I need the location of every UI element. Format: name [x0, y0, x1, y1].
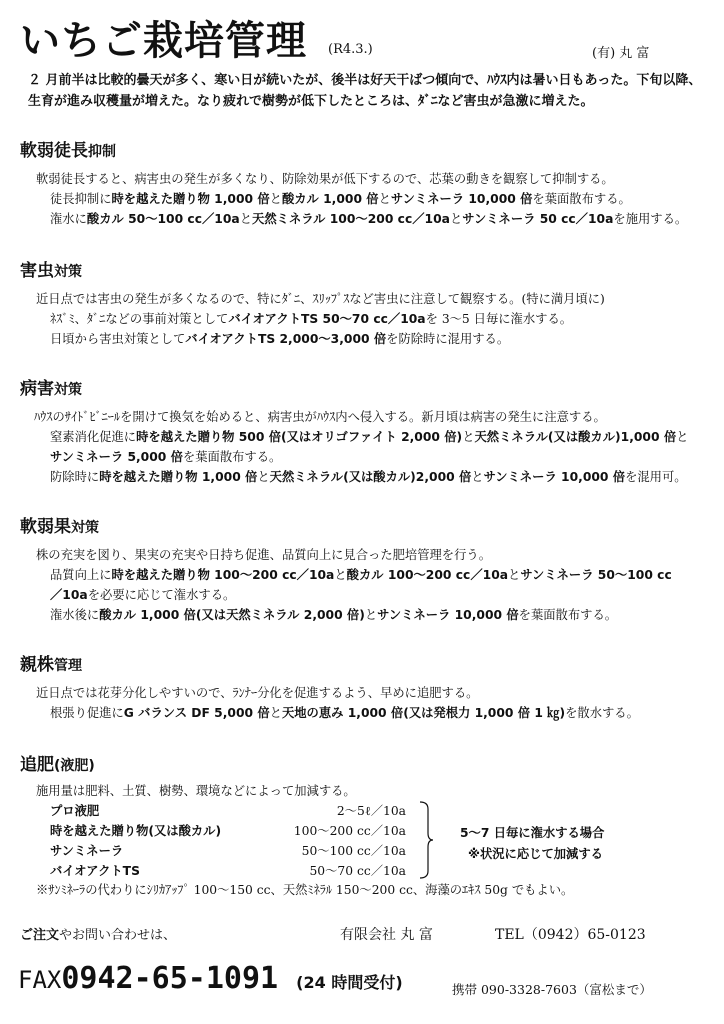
application-note: 5～7 日毎に潅水する場合	[460, 826, 605, 840]
paragraph-line: 施用量は肥料、土質、樹勢、環境などによって加減する。	[36, 784, 356, 798]
page-title: いちご栽培管理	[20, 18, 307, 64]
fertilizer-rate: 50～70 cc／10a	[309, 864, 406, 878]
paragraph-line: 潅水に酸カル 50～100 cc／10aと天然ミネラル 100～200 cc／10aとサンミネーラ 50 cc／10aを施用する。	[50, 212, 688, 226]
heading-main: 軟弱徒長	[20, 141, 88, 161]
paragraph-line: 潅水後に酸カル 1,000 倍(又は天然ミネラル 2,000 倍)とサンミネーラ 10,000 倍を葉面散布する。	[50, 608, 618, 622]
fax-label: FAX	[18, 966, 62, 994]
section-heading	[20, 260, 82, 283]
heading-sub: 管理	[54, 658, 82, 674]
paragraph-line: 株の充実を図り、果実の充実や日持ち促進、品質向上に見合った肥培管理を行う。	[36, 548, 491, 562]
fax-hours: (24 時間受付)	[296, 973, 403, 992]
section-heading	[20, 516, 99, 539]
paragraph-line: 近日点では花芽分化しやすいので、ﾗﾝﾅｰ分化を促進するよう、早めに追肥する。	[36, 686, 479, 700]
heading-sub: 抑制	[88, 144, 116, 160]
paragraph-line: サンミネーラ 5,000 倍を葉面散布する。	[50, 450, 282, 464]
heading-main: 病害	[20, 379, 54, 399]
fax-number-line	[18, 961, 403, 1001]
heading-sub: 対策	[54, 264, 82, 280]
company-name-header: (有) 丸 富	[592, 46, 650, 61]
paragraph-line: 窒素消化促進に時を越えた贈り物 500 倍(又はオリゴファイト 2,000 倍)と天然ミネラル(又は酸カル)1,000 倍と	[50, 430, 689, 444]
paragraph-line: 日頃から害虫対策としてバイオアクトTS 2,000～3,000 倍を防除時に混用する。	[50, 332, 510, 346]
fertilizer-name: バイオアクトTS	[50, 864, 140, 878]
order-inquiry-text: ご注文やお問い合わせは、	[20, 928, 177, 943]
heading-sub: (液肥)	[54, 758, 95, 774]
substitution-footnote: ※ｻﾝﾐﾈｰﾗの代わりにｼﾘｶｱｯﾌﾟ 100～150 cc、天然ﾐﾈﾗﾙ 150～200 cc、海藻のｴｷｽ 50g でもよい。	[36, 883, 574, 897]
paragraph-line: 品質向上に時を越えた贈り物 100～200 cc／10aと酸カル 100～200 cc／10aとサンミネーラ 50～100 cc	[50, 568, 672, 582]
heading-main: 軟弱果	[20, 517, 71, 537]
heading-sub: 対策	[71, 520, 99, 536]
heading-main: 追肥	[20, 755, 54, 775]
mobile-number: 携帯 090-3328-7603（富松まで）	[452, 982, 652, 997]
paragraph-line: 防除時に時を越えた贈り物 1,000 倍と天然ミネラル(又は酸カル)2,000 倍とサンミネーラ 10,000 倍を混用可。	[50, 470, 687, 484]
intro-paragraph: ２ 月前半は比較的曇天が多く、寒い日が続いたが、後半は好天干ばつ傾向で、ﾊｳｽ内は暑い日もあった。下旬以降、生育が進み収穫量が増えた。なり疲れで樹勢が低下したところは、ﾀﾞﾆなど害虫が急激に増えた。	[28, 73, 702, 109]
paragraph-line: ／10aを必要に応じて潅水する。	[50, 588, 236, 602]
heading-main: 親株	[20, 655, 54, 675]
fertilizer-rate: 100～200 cc／10a	[293, 824, 406, 838]
section-heading	[20, 754, 95, 777]
paragraph-line: 徒長抑制に時を越えた贈り物 1,000 倍と酸カル 1,000 倍とサンミネーラ 10,000 倍を葉面散布する。	[50, 192, 631, 206]
paragraph-line: 軟弱徒長すると、病害虫の発生が多くなり、防除効果が低下するので、芯葉の動きを観察して抑制する。	[36, 172, 614, 186]
issue-date: (R4.3.)	[328, 42, 373, 57]
paragraph-line: 根張り促進にG バランス DF 5,000 倍と天地の恵み 1,000 倍(又は発根力 1,000 倍 1 ㎏)を散水する。	[50, 706, 639, 720]
company-name-footer: 有限会社 丸 富	[340, 927, 433, 943]
heading-sub: 対策	[54, 382, 82, 398]
paragraph-line: ﾊｳｽのｻｲﾄﾞﾋﾞﾆｰﾙを開けて換気を始めると、病害虫がﾊｳｽ内へ侵入する。新月頃は病害の発生に注意する。	[34, 410, 606, 424]
fertilizer-rate: 50～100 cc／10a	[301, 844, 406, 858]
section-heading	[20, 654, 82, 677]
fertilizer-rate: 2～5ℓ／10a	[336, 804, 406, 818]
fertilizer-name: サンミネーラ	[50, 844, 124, 858]
fax-number: 0942-65-1091	[61, 961, 279, 996]
adjust-note: ※状況に応じて加減する	[468, 847, 603, 861]
fertilizer-name: 時を越えた贈り物(又は酸カル)	[50, 824, 222, 838]
section-heading	[20, 140, 116, 163]
fertilizer-name: プロ液肥	[50, 804, 100, 818]
heading-main: 害虫	[20, 261, 54, 281]
right-brace-icon	[418, 801, 434, 879]
paragraph-line: 近日点では害虫の発生が多くなるので、特にﾀﾞﾆ、ｽﾘｯﾌﾟｽなど害虫に注意して観察する。(特に満月頃に)	[36, 292, 605, 306]
section-heading	[20, 378, 82, 401]
paragraph-line: ﾈｽﾞﾐ、ﾀﾞﾆなどの事前対策としてバイオアクトTS 50～70 cc／10aを 3～5 日毎に潅水する。	[50, 312, 573, 326]
telephone-number: TEL（0942）65-0123	[495, 927, 646, 943]
